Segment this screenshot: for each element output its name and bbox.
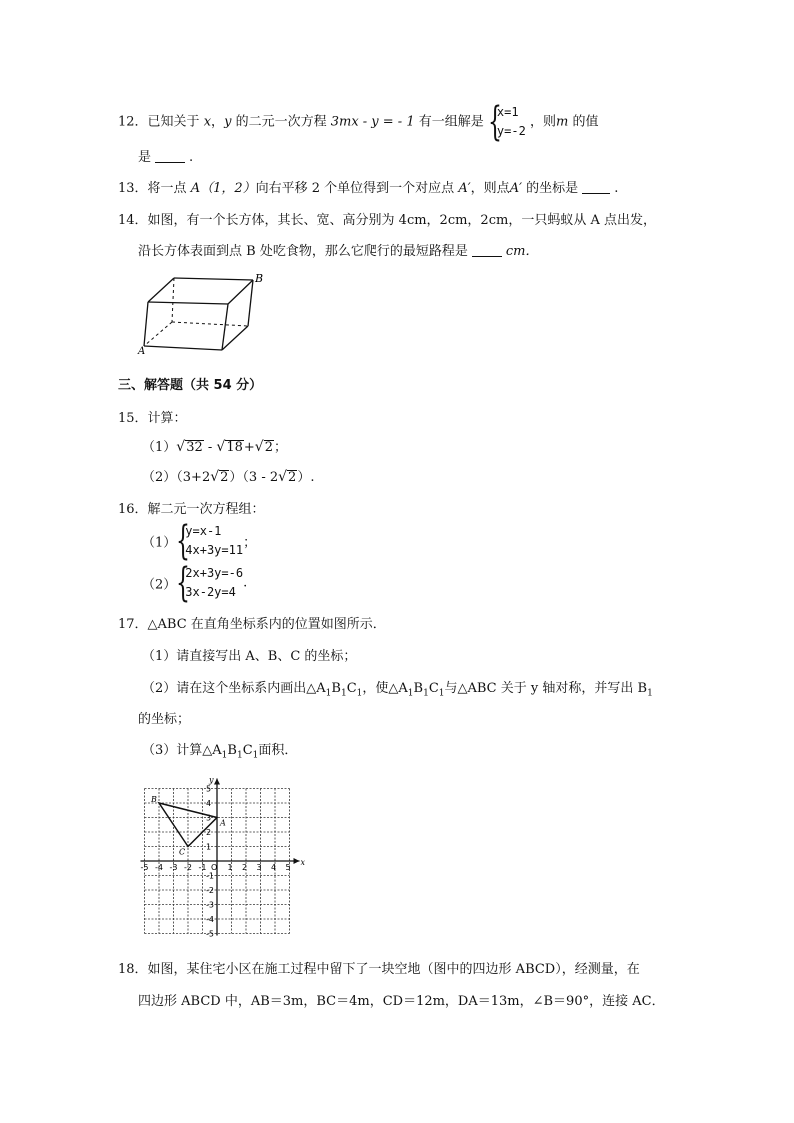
radicand: 18	[226, 440, 243, 455]
question-text: 将一点	[147, 181, 187, 196]
subscript: 1	[325, 688, 332, 699]
question-text: 如图，有一个长方体，其长、宽、高分别为 4cm，2cm，2cm，一只蚂蚁从 A 点出发，	[147, 213, 656, 228]
y-tick-label: -2	[206, 886, 214, 895]
question-text: ，则点	[470, 181, 510, 196]
section-title: 三、解答题（共 54 分）	[118, 378, 263, 393]
operator: +	[243, 440, 255, 455]
cuboid-figure	[136, 270, 276, 356]
question-text: ，使△A	[362, 681, 408, 696]
question-18-line2: 四边形 ABCD 中，AB＝3m，BC＝4m，CD＝12m，DA＝13m，∠B＝90°，连接 AC．	[138, 994, 665, 1009]
question-15-part1: （1）√32 - √18+√2；	[142, 439, 288, 455]
var-m: m	[555, 114, 569, 130]
equation-line: y=x-1	[185, 524, 222, 538]
punctuation: ；	[274, 440, 288, 455]
radicand: 32	[186, 440, 203, 455]
question-text: 沿长方体表面到点 B 处吃食物，那么它爬行的最短路程是	[138, 244, 468, 259]
equation-line: 4x+3y=11	[185, 543, 244, 557]
radicand: 2	[220, 470, 229, 485]
cuboid-edge	[174, 278, 253, 280]
coordinate-grid	[138, 770, 308, 940]
part-label: （1）	[142, 535, 177, 551]
question-text: 的二元一次方程	[235, 114, 327, 130]
point-label-c: C	[179, 847, 186, 857]
question-14-line2	[138, 240, 538, 259]
y-tick-label: 5	[206, 784, 212, 794]
x-tick-label: 1	[227, 863, 233, 872]
radicand: 2	[288, 470, 297, 485]
question-text: （3）计算△A	[142, 743, 222, 758]
question-text: 已知关于	[147, 114, 200, 130]
question-number: 16．	[118, 502, 148, 517]
question-12	[118, 99, 599, 145]
question-text: 的值	[572, 114, 599, 130]
question-text: 与△ABC 关于 y 轴对称，并写出 B	[444, 681, 648, 696]
part-label: （1）	[142, 440, 177, 455]
cuboid-edge	[222, 304, 228, 350]
x-tick-label: 3	[256, 863, 262, 872]
question-number: 15．	[118, 411, 148, 426]
question-text: C	[428, 681, 439, 696]
question-text: △ABC 在直角坐标系内的位置如图所示．	[147, 617, 386, 632]
question-text: ，则	[529, 114, 556, 130]
question-16-part2	[142, 560, 248, 606]
question-15-part2: （2）（3+2√2）（3 - 2√2）.	[142, 469, 315, 485]
question-text: 解二元一次方程组：	[147, 502, 265, 517]
answer-blank[interactable]	[155, 150, 185, 163]
question-text: C	[346, 681, 357, 696]
question-17-part2	[142, 677, 653, 699]
x-axis-label: x	[300, 858, 306, 867]
y-tick-label: 4	[206, 799, 212, 808]
question-text: 是	[138, 150, 152, 165]
question-17	[118, 613, 386, 632]
subscript: 1	[340, 688, 347, 699]
point-a-prime: A′	[509, 181, 523, 196]
subscript: 1	[252, 750, 259, 761]
point-label-a: A	[220, 818, 226, 828]
part-label: （2）	[142, 577, 177, 593]
question-17-part3	[142, 739, 297, 761]
subscript: 1	[647, 688, 653, 699]
question-18-line1	[118, 958, 640, 977]
y-axis-arrow	[214, 779, 220, 785]
cuboid-hidden-edge	[172, 278, 174, 322]
question-number: 18．	[118, 962, 148, 977]
cuboid-hidden-edge	[172, 322, 248, 326]
subscript: 1	[236, 750, 243, 761]
expression: ）（3 - 2	[229, 470, 279, 485]
x-tick-label: 4	[271, 863, 277, 872]
question-15	[118, 407, 187, 426]
equation: 3mx - y = - 1	[330, 114, 415, 130]
question-16	[118, 498, 265, 517]
equation-line: 3x-2y=4	[185, 585, 236, 599]
question-number: 13．	[118, 181, 148, 196]
punctuation: .	[243, 575, 248, 591]
operator: -	[203, 440, 217, 455]
cuboid-edge	[144, 302, 148, 346]
equation-system: { y=x-1 4x+3y=11	[176, 518, 244, 564]
x-tick-label: 5	[285, 863, 291, 872]
solution-line: y=-2	[496, 124, 526, 138]
comma: ，	[211, 114, 225, 130]
question-number: 14．	[118, 213, 148, 228]
vertex-label-a: A	[138, 346, 146, 356]
y-tick-label: 3	[206, 813, 212, 823]
y-tick-label: -5	[206, 929, 214, 939]
punctuation: ；	[243, 535, 257, 551]
y-tick-label: 2	[206, 828, 212, 837]
x-tick-label: -5	[140, 863, 149, 872]
punctuation: .	[189, 150, 194, 165]
var-x: x	[203, 114, 212, 130]
point-a-prime: A′	[458, 181, 471, 196]
cuboid-edge	[148, 278, 174, 302]
solution-line: x=1	[496, 105, 519, 119]
equation-line: 2x+3y=-6	[185, 566, 244, 580]
y-tick-label: -1	[206, 871, 214, 881]
subscript: 1	[221, 750, 228, 761]
question-text: B	[413, 681, 424, 696]
expression: （3+2	[176, 470, 211, 485]
question-16-part1	[142, 518, 257, 564]
origin-label: O	[211, 863, 218, 872]
question-text: 如图，某住宅小区在施工过程中留下了一块空地（图中的四边形 ABCD），经测量，在	[147, 962, 640, 977]
unit: cm．	[505, 244, 539, 259]
var-y: y	[224, 114, 232, 130]
punctuation: .	[614, 181, 619, 196]
subscript: 1	[356, 688, 363, 699]
question-14-line1	[118, 209, 656, 228]
cuboid-edge	[144, 346, 222, 350]
question-text: 计算：	[147, 411, 187, 426]
y-tick-label: -3	[206, 900, 214, 910]
point-a: A（1，2）	[190, 181, 256, 196]
subscript: 1	[438, 688, 445, 699]
question-text: B	[227, 743, 237, 758]
vertex-label-b: B	[255, 272, 264, 285]
cuboid-hidden-edge	[144, 322, 172, 346]
y-tick-label: 1	[206, 842, 212, 852]
question-text: 的坐标是	[526, 181, 579, 196]
subscript: 1	[423, 688, 429, 699]
x-tick-label: -1	[198, 863, 207, 872]
y-tick-label: -4	[206, 915, 214, 924]
x-tick-label: 2	[242, 863, 248, 872]
question-text: B	[331, 681, 341, 696]
cuboid-edge	[148, 302, 228, 304]
question-17-part2-line2: 的坐标；	[138, 712, 191, 727]
question-number: 12．	[118, 114, 148, 130]
question-text: C	[242, 743, 253, 758]
cuboid-edge	[222, 326, 248, 350]
question-13	[118, 177, 618, 196]
question-text: 向右平移 2 个单位得到一个对应点	[255, 181, 455, 196]
question-text: （2）请在这个坐标系内画出△A	[142, 681, 326, 696]
cuboid-edge	[248, 280, 253, 326]
question-12-line2	[138, 146, 193, 165]
subscript: 1	[407, 688, 414, 699]
question-number: 17．	[118, 617, 148, 632]
x-tick-label: -4	[155, 863, 163, 872]
radicand: 2	[264, 440, 273, 455]
question-text: 有一组解是	[418, 114, 484, 130]
question-17-part1: （1）请直接写出 A、B、C 的坐标；	[142, 649, 357, 664]
y-axis-label: y	[209, 775, 214, 785]
answer-blank[interactable]	[582, 181, 610, 194]
question-text: 面积．	[258, 743, 298, 758]
answer-blank[interactable]	[472, 244, 502, 257]
point-label-b: B	[151, 795, 157, 804]
solution-system: { x=1 y=-2	[487, 99, 526, 145]
part-label: （2）	[142, 470, 177, 485]
equation-system: { 2x+3y=-6 3x-2y=4	[176, 560, 244, 606]
x-axis-arrow	[294, 858, 300, 864]
expression: ）.	[297, 470, 315, 485]
x-tick-label: -2	[184, 863, 192, 872]
x-tick-label: -3	[169, 863, 178, 872]
cuboid-edge	[228, 280, 253, 304]
